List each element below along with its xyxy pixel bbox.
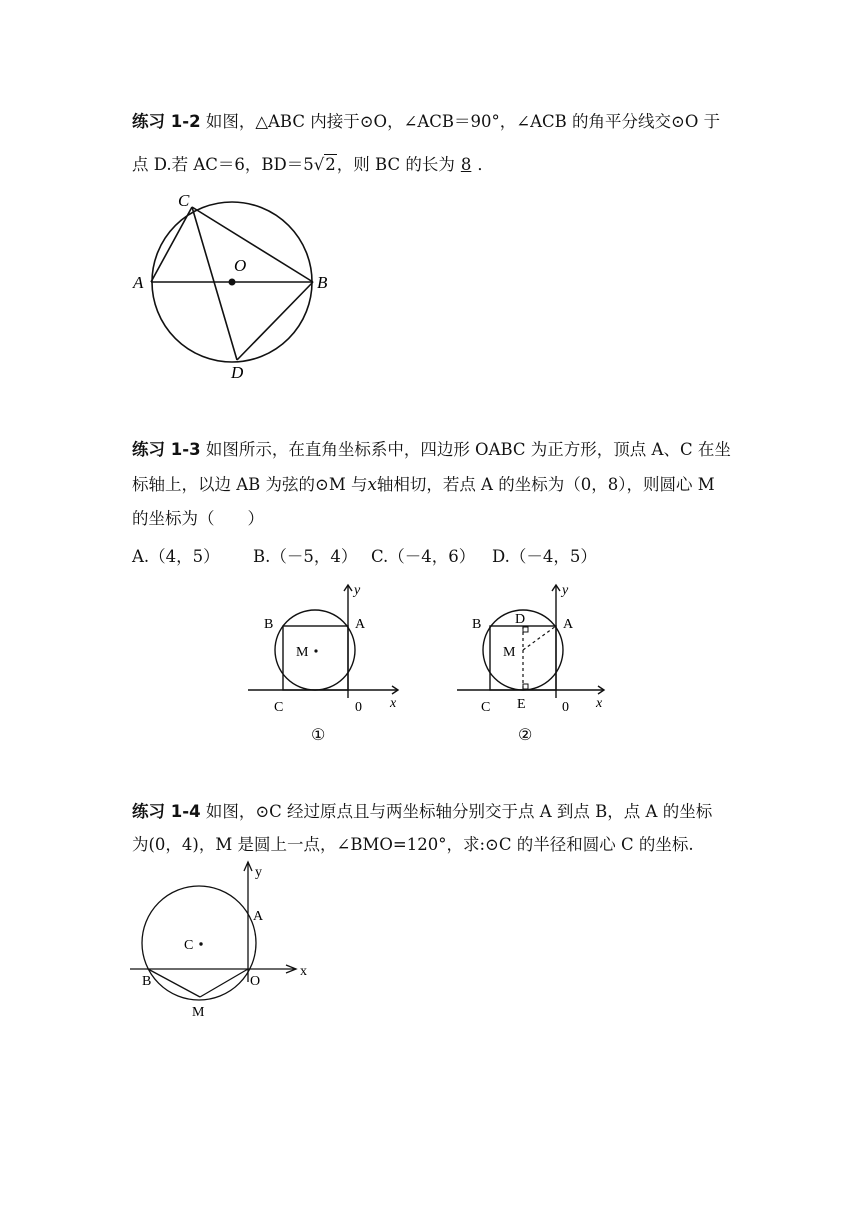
sqrt-radicand: 2 — [325, 155, 336, 174]
circle-c — [142, 886, 256, 1000]
problem-text: 如图，⊙C 经过原点且与两坐标轴分别交于点 A 到点 B，点 A 的坐标 — [205, 802, 713, 821]
option-c[interactable]: C.（－4，6） — [371, 547, 476, 566]
option-d[interactable]: D.（－4，5） — [492, 547, 597, 566]
segment-bm — [148, 969, 200, 997]
sqrt-sign: √ — [313, 155, 325, 174]
label-b: B — [142, 974, 152, 989]
label-a: A — [253, 909, 264, 924]
label-c: C — [178, 191, 190, 210]
label-c: C — [481, 700, 491, 715]
problem-text: 轴相切，若点 A 的坐标为（0，8），则圆心 M — [376, 475, 715, 494]
option-b[interactable]: B.（－5，4） — [253, 547, 358, 566]
problem-label: 练习 1-3 — [132, 440, 201, 459]
label-y: y — [255, 865, 262, 880]
label-m: M — [296, 645, 309, 660]
label-y: y — [354, 583, 361, 598]
problem-text: ，则 BC 的长为 — [336, 155, 455, 174]
problem-text: 如图，△ABC 内接于⊙O，∠ACB＝90°，∠ACB 的角平分线交⊙O 于 — [205, 112, 721, 131]
label-o: 0 — [562, 700, 569, 715]
problem-label: 练习 1-4 — [132, 802, 201, 821]
label-m: M — [503, 645, 516, 660]
label-b: B — [264, 617, 274, 632]
label-d: D — [231, 363, 244, 382]
label-a: A — [355, 617, 366, 632]
label-o: O — [234, 256, 247, 275]
label-b: B — [317, 273, 328, 292]
problem-text: 如图所示，在直角坐标系中，四边形 OABC 为正方形，顶点 A、C 在坐 — [205, 440, 731, 459]
problem-text: 的坐标为（ ） — [132, 509, 264, 528]
problem-text: ． — [477, 155, 494, 174]
label-a: A — [133, 273, 144, 292]
label-m: M — [192, 1005, 205, 1020]
label-d: D — [515, 612, 526, 627]
problem-text: 点 D.若 AC＝6，BD＝5 — [132, 155, 314, 174]
segment-mo — [200, 969, 248, 997]
label-x: x — [596, 696, 603, 711]
problem-label: 练习 1-2 — [132, 112, 201, 131]
label-e: E — [517, 697, 526, 712]
label-x: x — [300, 964, 307, 979]
variable-x: x — [367, 475, 377, 494]
label-o: O — [250, 974, 261, 989]
label-x: x — [390, 696, 397, 711]
label-c: C — [184, 938, 194, 953]
label-c: C — [274, 700, 284, 715]
problem-text: 标轴上，以边 AB 为弦的⊙M 与 — [132, 475, 368, 494]
figure-caption: ① — [311, 727, 326, 744]
label-y: y — [562, 583, 569, 598]
figure-caption: ② — [518, 727, 533, 744]
problem-text: 为(0，4)，M 是圆上一点，∠BMO=120°，求:⊙C 的半径和圆心 C 的坐标. — [132, 835, 694, 854]
label-o: 0 — [355, 700, 362, 715]
label-a: A — [563, 617, 574, 632]
option-a[interactable]: A.（4，5） — [132, 547, 220, 566]
answer-blank: 8 — [460, 155, 472, 174]
label-b: B — [472, 617, 482, 632]
center-dot — [199, 942, 202, 945]
